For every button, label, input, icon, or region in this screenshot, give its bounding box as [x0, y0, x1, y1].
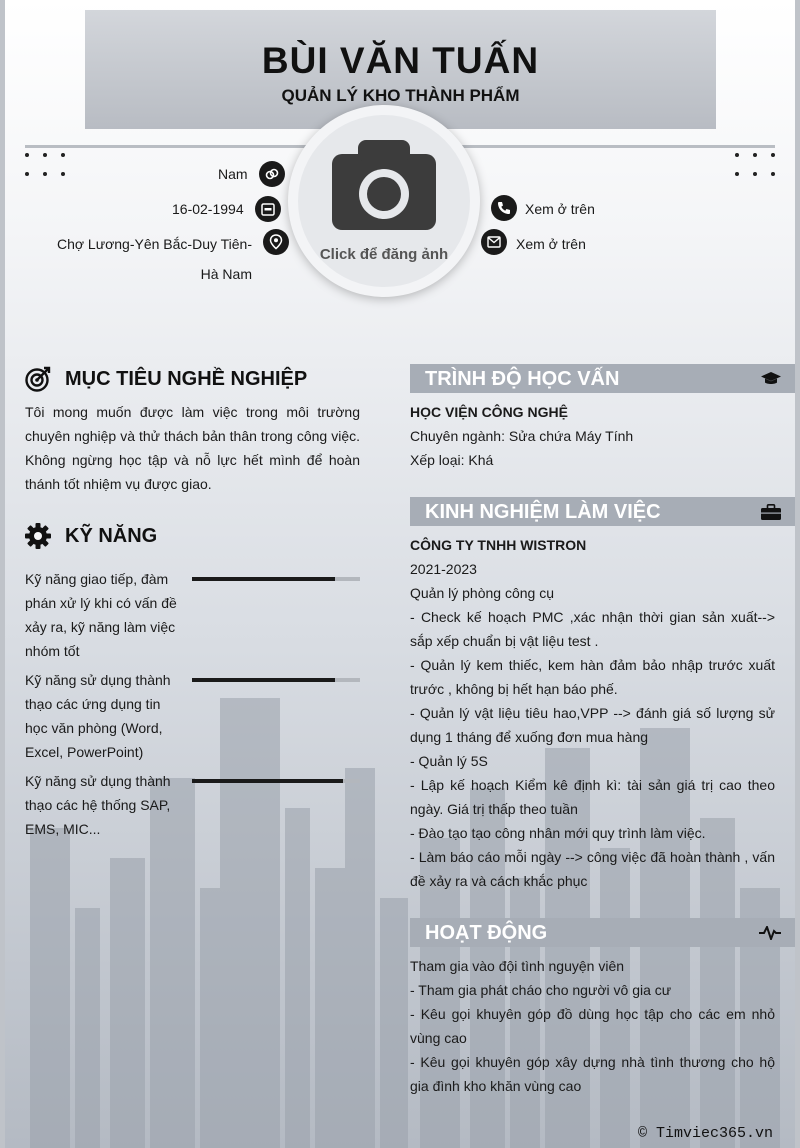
target-icon	[25, 366, 51, 392]
work-duty: - Quản lý kem thiếc, kem hàn đảm bảo nhập trước xuất trước , không bị hết hạn báo phế.	[410, 657, 775, 697]
activity-item: Tham gia vào đội tình nguyện viên	[410, 958, 625, 974]
graduation-cap-icon	[761, 372, 781, 386]
skill-text: Kỹ năng giao tiếp, đàm phán xử lý khi có vấn đề xảy ra, kỹ năng làm việc nhóm tốt	[25, 571, 177, 659]
gear-icon	[25, 523, 51, 549]
career-goal-title: MỤC TIÊU NGHỀ NGHIỆP	[65, 368, 308, 390]
address-value	[25, 236, 252, 282]
calendar-icon	[255, 196, 281, 222]
work-duty: - Đào tạo tạo công nhân mới quy trình làm việc.	[410, 825, 706, 841]
phone-icon	[491, 195, 517, 221]
job-title: QUẢN LÝ KHO THÀNH PHẨM	[281, 86, 520, 105]
skill-level-fill	[192, 678, 335, 682]
skill-level-bar	[192, 678, 360, 682]
school-name: HỌC VIỆN CÔNG NGHỆ	[410, 404, 568, 420]
briefcase-icon	[761, 504, 781, 520]
work-duty: - Lập kế hoạch Kiểm kê định kì: tài sản giá trị cao theo ngày. Giá trị thấp theo tuần	[410, 777, 775, 817]
address-line-2: Hà Nam	[200, 266, 252, 282]
birthday-value: 16-02-1994	[172, 201, 244, 217]
skill-level-bar	[192, 779, 360, 783]
email-icon	[481, 229, 507, 255]
avatar-upload-label: Click để đăng ảnh	[319, 246, 449, 263]
skill-level-bar	[192, 577, 360, 581]
dots-decoration-left	[25, 153, 69, 183]
activity-item: - Tham gia phát cháo cho người vô gia cư	[410, 982, 672, 998]
education-header	[410, 364, 795, 393]
address-line-1: Chợ Lương-Yên Bắc-Duy Tiên-	[56, 236, 252, 252]
avatar-placeholder[interactable]	[298, 115, 470, 287]
work-duty: - Làm báo cáo mỗi ngày --> công việc đã hoàn thành , vấn đề xảy ra và cách khắc phục	[410, 849, 775, 889]
avatar-upload[interactable]	[288, 105, 480, 297]
work-duty: - Quản lý 5S	[410, 753, 488, 769]
activity-item: - Kêu gọi khuyên góp đồ dùng học tập cho các em nhỏ vùng cao	[410, 1006, 775, 1046]
experience-header	[410, 497, 795, 526]
activity-item: - Kêu gọi khuyên góp xây dựng nhà tình thương cho hộ gia đình kho khăn vùng cao	[410, 1054, 775, 1094]
pulse-icon	[759, 926, 781, 940]
work-duty: - Check kế hoạch PMC ,xác nhận thời gian sản xuất--> sắp xếp chuẩn bị vật liệu test .	[410, 609, 775, 649]
skill-level-fill	[192, 779, 343, 783]
camera-icon	[332, 140, 436, 232]
activities-header	[410, 918, 795, 947]
work-period: 2021-2023	[410, 561, 477, 577]
footer-copyright: © Timviec365.vn	[637, 1125, 773, 1142]
email-value: Xem ở trên	[516, 236, 586, 252]
dots-decoration-right	[735, 153, 779, 183]
gender-value: Nam	[218, 166, 248, 182]
experience-title: KINH NGHIỆM LÀM VIỆC	[425, 501, 661, 523]
skill-text: Kỹ năng sử dụng thành thạo các hệ thống SAP, EMS, MIC...	[25, 773, 171, 837]
skills-title: KỸ NĂNG	[65, 525, 158, 547]
work-role: Quản lý phòng công cụ	[410, 585, 554, 601]
candidate-name: BÙI VĂN TUẤN	[261, 40, 540, 81]
phone-value: Xem ở trên	[525, 201, 595, 217]
education-rank: Xếp loại: Khá	[410, 452, 494, 468]
location-pin-icon	[263, 229, 289, 255]
activities-title: HOẠT ĐỘNG	[425, 922, 548, 944]
education-major: Chuyên ngành: Sửa chứa Máy Tính	[410, 428, 634, 444]
skill-level-fill	[192, 577, 335, 581]
work-duty: - Quản lý vật liệu tiêu hao,VPP --> đánh giá số lượng sử dụng 1 tháng để xuống đơn mua hàng	[410, 705, 775, 745]
gender-icon	[259, 161, 285, 187]
skill-text: Kỹ năng sử dụng thành thạo các ứng dụng tin học văn phòng (Word, Excel, PowerPoint)	[25, 672, 171, 760]
company-name: CÔNG TY TNHH WISTRON	[410, 537, 587, 553]
career-goal-text: Tôi mong muốn được làm việc trong môi trường chuyên nghiệp và thử thách bản thân trong công việc. Không ngừng học tập và nỗ lực hết mình để hoàn thánh tốt nhiệm vụ được giao.	[25, 404, 360, 492]
education-title: TRÌNH ĐỘ HỌC VẤN	[425, 368, 620, 390]
